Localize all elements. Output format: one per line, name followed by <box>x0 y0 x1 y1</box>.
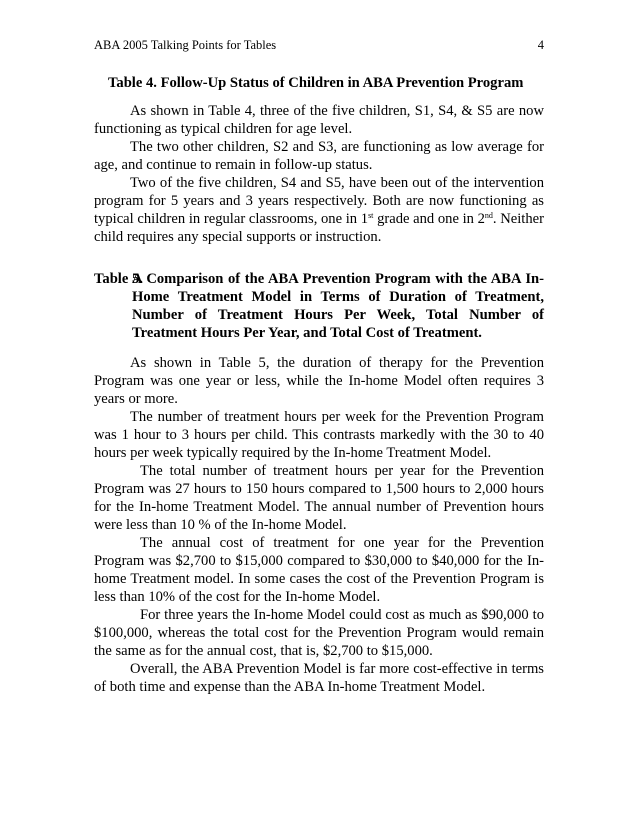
table4-paragraph-3 <box>94 174 544 246</box>
table5-heading <box>94 270 544 342</box>
table5-section <box>94 354 544 696</box>
table4-p3-text-c: . Neither child requires any special supports or instruction. <box>94 211 544 245</box>
table5-paragraph-2: The number of treatment hours per week for the Prevention Program was 1 hour to 3 hours per child. This contrasts markedly with the 30 to 40 hours per week typically required by the In-home Treatment Model. <box>94 409 544 461</box>
table5-paragraph-3: The total number of treatment hours per year for the Prevention Program was 27 hours to 150 hours compared to 1,500 hours to 2,000 hours for the In-home Treatment Model. The annual number of Prevention hours were less than 10 % of the In-home Model. <box>94 463 544 533</box>
header-title: ABA 2005 Talking Points for Tables <box>94 38 277 52</box>
table5-paragraph-6: Overall, the ABA Prevention Model is far more cost-effective in terms of both time and expense than the ABA In-home Treatment Model. <box>94 661 544 695</box>
table5-paragraph-4: The annual cost of treatment for one year for the Prevention Program was $2,700 to $15,000 compared to $30,000 to $40,000 for the In-home Treatment model. In some cases the cost of the Prevention Program is less than 10% of the cost for the In-home Model. <box>94 535 544 605</box>
page-number: 4 <box>537 38 544 52</box>
page-header <box>94 38 544 54</box>
table4-section <box>94 102 544 246</box>
table5-paragraph-1: As shown in Table 5, the duration of therapy for the Prevention Program was one year or less, while the In-home Model often requires 3 years or more. <box>94 355 544 407</box>
table4-paragraph-2: The two other children, S2 and S3, are functioning as low average for age, and continue to remain in follow-up status. <box>94 139 544 173</box>
table4-paragraph-1: As shown in Table 4, three of the five children, S1, S4, & S5 are now functioning as typical children for age level. <box>94 103 544 137</box>
table4-p3-text-b: grade and one in 2 <box>373 211 485 227</box>
table5-title: A Comparison of the ABA Prevention Program with the ABA In-Home Treatment Model in Terms of Duration of Treatment, Number of Treatment Hours Per Week, Total Number of Treatment Hours Per Year, and Total Cost of Treatment. <box>132 271 544 341</box>
table4-p3-text-a: Two of the five children, S4 and S5, have been out of the intervention program for 5 years and 3 years respectively. Both are now functioning as typical children in regular classrooms, one in 1 <box>94 175 544 227</box>
table4-p3-sup-2: nd <box>484 211 493 220</box>
table5-paragraph-5: For three years the In-home Model could cost as much as $90,000 to $100,000, whereas the total cost for the Prevention Program would remain the same as for the annual cost, that is, $2,700 to $15,000. <box>94 607 544 659</box>
table4-p3-sup-1: st <box>368 211 374 220</box>
table5-label: Table 5. <box>94 271 143 287</box>
table4-heading: Table 4. Follow-Up Status of Children in ABA Prevention Program <box>108 75 524 91</box>
